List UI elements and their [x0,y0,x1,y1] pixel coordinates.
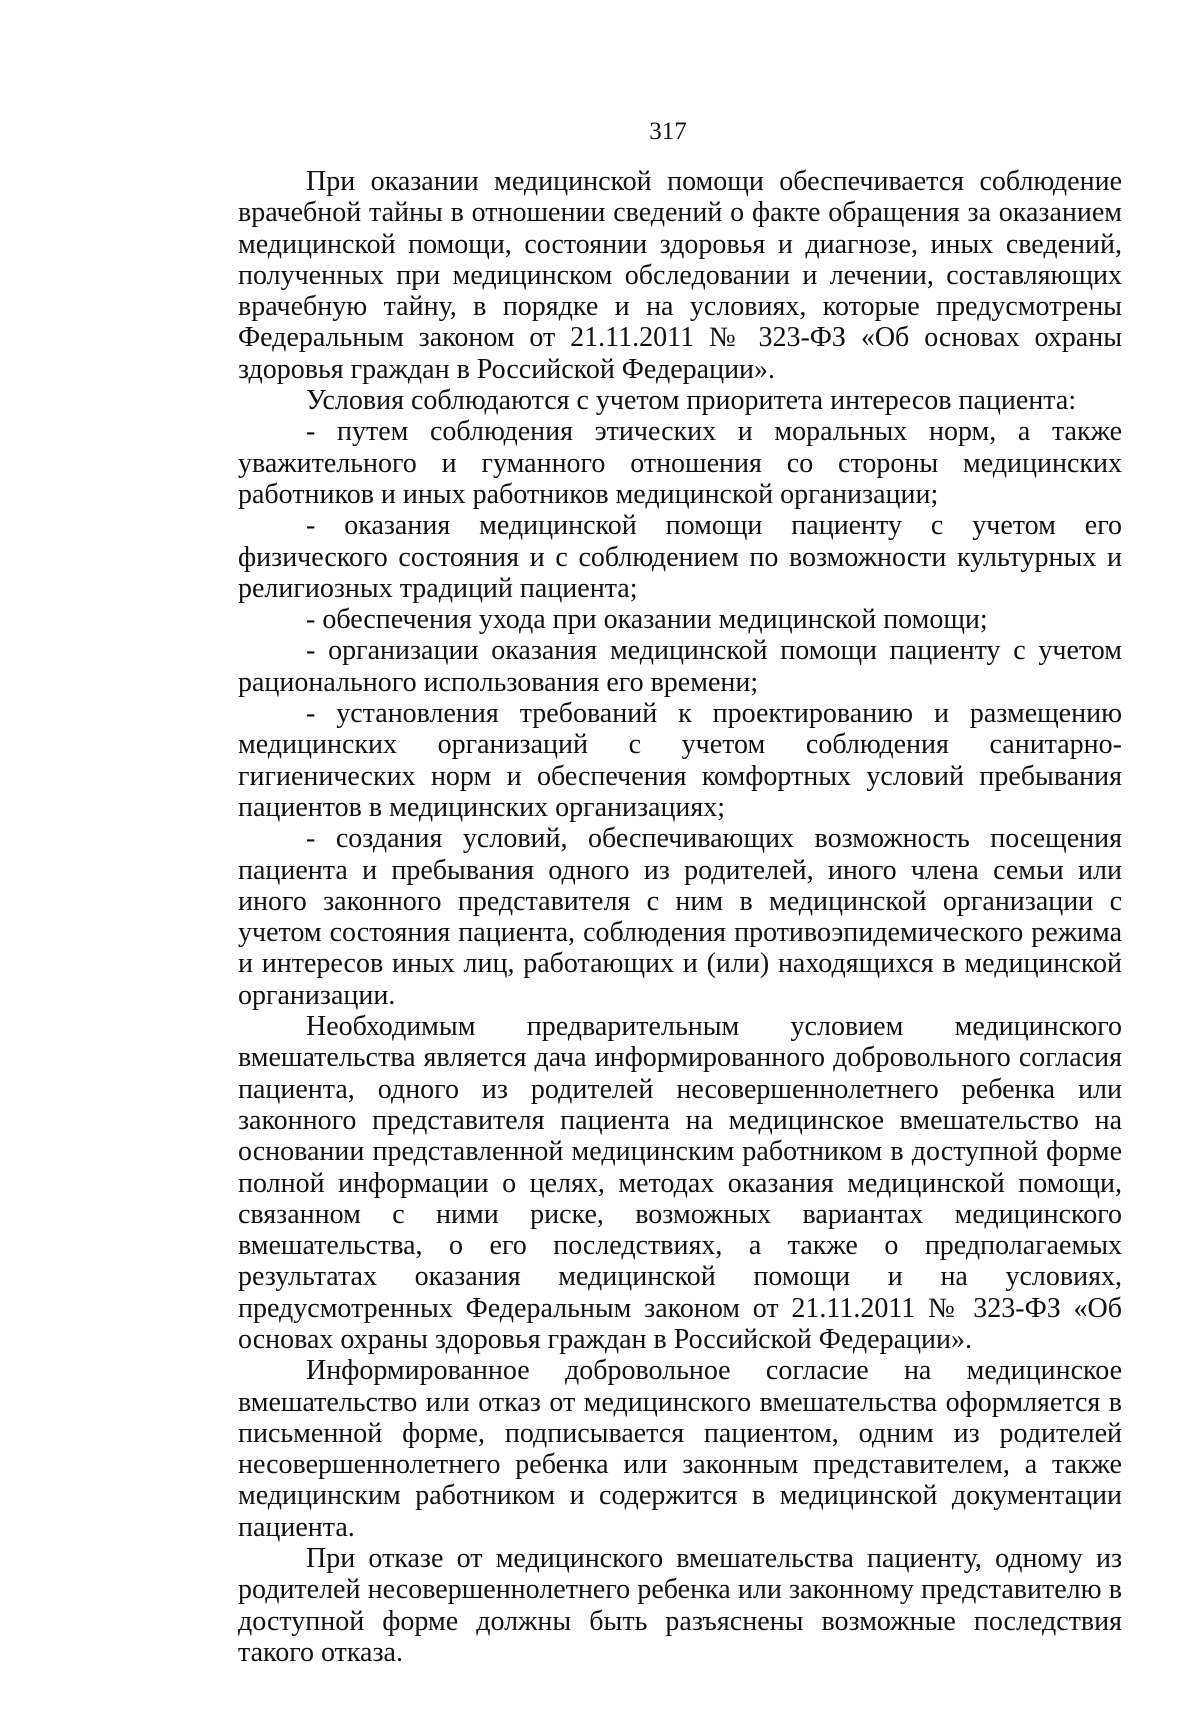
list-item-ethics: - путем соблюдения этических и моральных норм, а также уважительного и гуманного отношения со стороны медицинских работников и иных работников медицинской организации; [238,416,1122,510]
list-item-physical-state: - оказания медицинской помощи пациенту с учетом его физического состояния и с соблюдением по возможности культурных и религиозных традиций пациента; [238,510,1122,604]
list-item-care: - обеспечения ухода при оказании медицинской помощи; [306,604,988,636]
list-item-visiting-conditions: - создания условий, обеспечивающих возможность посещения пациента и пребывания одного из родителей, иного члена семьи или иного законного представителя с ним в медицинской организации с учетом состояния пациента, соблюдения противоэпидемического режима и интересов иных лиц, работающих и (или) находящихся в медицинской организации. [238,823,1122,1011]
document-body [238,166,1122,1668]
list-item-time-use: - организации оказания медицинской помощи пациенту с учетом рационального использования его времени; [238,635,1122,698]
paragraph-consent-form: Информированное добровольное согласие на медицинское вмешательство или отказ от медицинского вмешательства оформляется в письменной форме, подписывается пациентом, одним из родителей несовершеннолетнего ребенка или законным представителем, а также медицинским работником и содержится в медицинской документации пациента. [238,1355,1122,1543]
list-item-facility-design: - установления требований к проектированию и размещению медицинских организаций с учетом соблюдения санитарно-гигиенических норм и обеспечения комфортных условий пребывания пациентов в медицинских организациях; [238,698,1122,823]
paragraph-refusal: При отказе от медицинского вмешательства пациенту, одному из родителей несовершеннолетнего ребенка или законному представителю в доступной форме должны быть разъяснены возможные последствия такого отказа. [238,1543,1122,1668]
page-number: 317 [649,118,687,145]
paragraph-medical-secrecy: При оказании медицинской помощи обеспечивается соблюдение врачебной тайны в отношении сведений о факте обращения за оказанием медицинской помощи, состоянии здоровья и диагнозе, иных сведений, полученных при медицинском обследовании и лечении, составляющих врачебную тайну, в порядке и на условиях, которые предусмотрены Федеральным законом от 21.11.2011 № 323-ФЗ «Об основах охраны здоровья граждан в Российской Федерации». [238,166,1122,385]
paragraph-conditions-intro: Условия соблюдаются с учетом приоритета интересов пациента: [306,385,1077,417]
paragraph-informed-consent: Необходимым предварительным условием медицинского вмешательства является дача информированного добровольного согласия пациента, одного из родителей несовершеннолетнего ребенка или законного представителя пациента на медицинское вмешательство на основании представленной медицинским работником в доступной форме полной информации о целях, методах оказания медицинской помощи, связанном с ними риске, возможных вариантах медицинского вмешательства, о его последствиях, а также о предполагаемых результатах оказания медицинской помощи и на условиях, предусмотренных Федеральным законом от 21.11.2011 № 323-ФЗ «Об основах охраны здоровья граждан в Российской Федерации». [238,1011,1122,1355]
